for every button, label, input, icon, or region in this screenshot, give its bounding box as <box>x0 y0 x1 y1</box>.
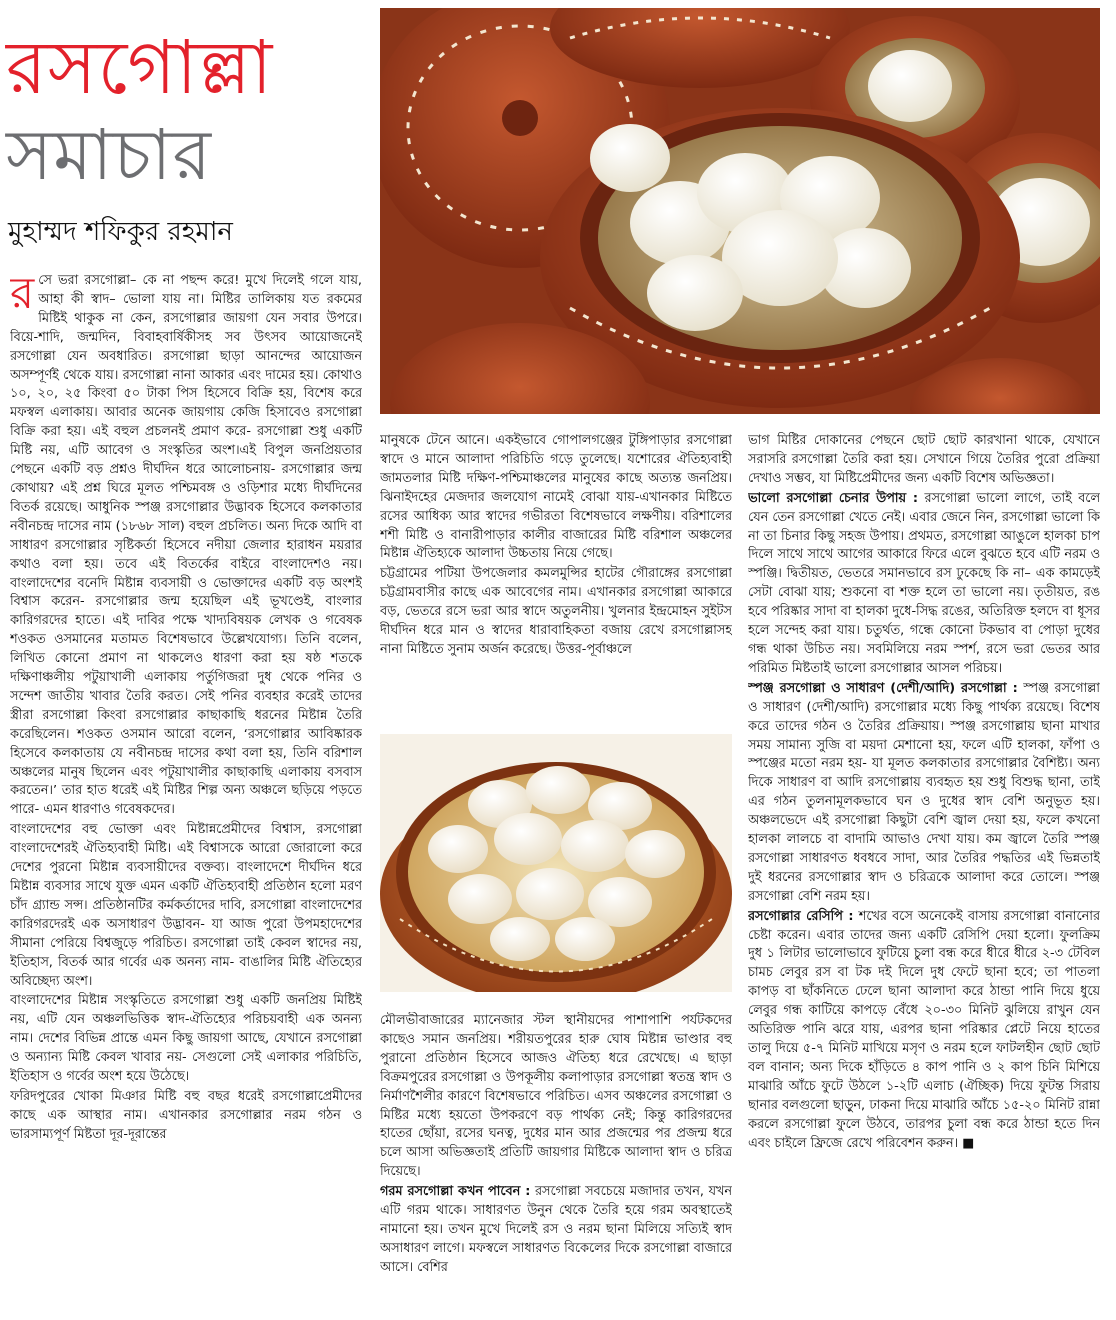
section-text-sponge: স্পঞ্জ রসগোল্লা ও সাধারণ (দেশী/আদি) রসগোল্লার মধ্যে কিছু পার্থক্য রয়েছে। বিশেষ করে তাদের গঠন ও তৈরির প্রক্রিয়ায়। স্পঞ্জ রসগোল্লায় ছানা মাখার সময় সামান্য সুজি বা ময়দা মেশানো হয়, ফলে এটি হালকা, ফাঁপা ও স্পঞ্জের মতো নরম হয়- যা মূলত কলকাতার রসগোল্লার বৈশিষ্ট্য। অন্য দিকে সাধারণ বা আদি রসগোল্লায় ব্যবহৃত হয় শুধু বিশুদ্ধ ছানা, তাই এর গঠন তুলনামূলকভাবে ঘন ও দুধের স্বাদ বেশি অনুভূত হয়। অঞ্চলভেদে এই রসগোল্লা কিছুটা বেশি জ্বাল দেয়া হয়, ফলে কখনো হালকা লালচে বা বাদামি আভাও দেখা যায়। কম জ্বালে তৈরি স্পঞ্জ রসগোল্লা সাধারণত ধবধবে সাদা, আর তৈরির পদ্ধতির এই ভিন্নতাই দুই ধরনের রসগোল্লার স্বাদ ও চরিত্রকে আলাদা করে তোলে। স্পঞ্জ রসগোল্লা বেশি নরম হয়। <box>748 680 1100 904</box>
paragraph: ফরিদপুরের খোকা মিঞার মিষ্টি বহু বছর ধরেই রসগোল্লাপ্রেমীদের কাছে এক আস্থার নাম। এখানকার রসগোল্লার নরম গঠন ও ভারসাম্যপূর্ণ মিষ্টতা দূর-দূরান্তের <box>10 1088 362 1142</box>
section-heading-hot: গরম রসগোল্লা কখন পাবেন : <box>380 1184 531 1200</box>
paragraph: বাংলাদেশের মিষ্টান্ন সংস্কৃতিতে রসগোল্লা শুধু একটি জনপ্রিয় মিষ্টিই নয়, এটি যেন অঞ্চলভিত্তিক স্বাদ-ঐতিহ্যের পরিচয়বাহী এক অনন্য নাম। দেশের বিভিন্ন প্রান্তে এমন কিছু জায়গা আছে, যেখানে রসগোল্লা ও অন্যান্য মিষ্টি কেবল খাবার নয়- সেগুলো সেই এলাকার পরিচিতি, ইতিহাস ও গর্বের অংশ হয়ে উঠেছে। <box>10 993 362 1085</box>
article-column-2-bottom <box>380 1012 732 1312</box>
article-column-1 <box>10 272 362 1312</box>
drop-cap: র <box>10 272 35 319</box>
paragraph: চট্টগ্রামের পটিয়া উপজেলার কমলমুন্সির হাটের গৌরাঙ্গের রসগোল্লা চট্টগ্রামবাসীর কাছে এক আবেগের নাম। এখানকার রসগোল্লা আকারে বড়, ভেতরে রসে ভরা আর স্বাদে অতুলনীয়। খুলনার ইন্দ্রমোহন সুইটস দীর্ঘদিন ধরে মান ও স্বাদের ধারাবাহিকতা বজায় রেখে রসগোল্লাসহ নানা মিষ্টিতে সুনাম অর্জন করেছে। উত্তর-পূর্বাঞ্চলে <box>380 566 732 657</box>
paragraph <box>380 1183 732 1278</box>
paragraph: ভাগ মিষ্টির দোকানের পেছনে ছোট ছোট কারখানা থাকে, যেখানে সরাসরি রসগোল্লা তৈরি করা হয়। সেখানে গিয়ে তৈরির পুরো প্রক্রিয়া দেখাও সম্ভব, যা মিষ্টিপ্রেমীদের জন্য একটি বিশেষ অভিজ্ঞতা। <box>748 433 1100 486</box>
section-text-recipe: শখের বসে অনেকেই বাসায় রসগোল্লা বানানোর চেষ্টা করেন। এবার তাদের জন্য একটি রেসিপি দেয়া হলো। ফুলক্রিম দুধ ১ লিটার ভালোভাবে ফুটিয়ে চুলা বন্ধ করে ধীরে ধীরে ২-৩ টেবিল চামচ লেবুর রস বা টক দই দিলে দুধ ফেটে ছানা হবে; তা পাতলা কাপড় বা ছাঁকনিতে ঢেলে ছানা আলাদা করে ঠান্ডা পানি দিয়ে ধুয়ে লেবুর গন্ধ কাটিয়ে কাপড়ে বেঁধে ২০-৩০ মিনিট ঝুলিয়ে রাখুন যেন অতিরিক্ত পানি ঝরে যায়, এরপর ছানা পরিষ্কার প্লেটে নিয়ে হাতের তালু দিয়ে ৫-৭ মিনিট মাখিয়ে মসৃণ ও নরম হলে ফাটলহীন ছোট ছোট বল বানান; অন্য দিকে হাঁড়িতে ৪ কাপ পানি ও ২ কাপ চিনি মিশিয়ে মাঝারি আঁচে ফুটে উঠলে ১-২টি এলাচ (ঐচ্ছিক) দিয়ে ফুটন্ত সিরায় ছানার বলগুলো ছাড়ুন, ঢাকনা দিয়ে মাঝারি আঁচে ১৫-২০ মিনিট রান্না করলে রসগোল্লা ফুলে উঠবে, তারপর চুলা বন্ধ করে ঠান্ডা হতে দিন এবং চাইলে ফ্রিজে রেখে পরিবেশন করুন। ■ <box>748 908 1100 1151</box>
paragraph <box>748 490 1100 679</box>
article-column-3 <box>748 432 1100 1316</box>
photo-rasgulla-bowl-illustration <box>380 734 732 992</box>
photo-rasgulla-bowl <box>380 734 732 992</box>
section-heading-sponge: স্পঞ্জ রসগোল্লা ও সাধারণ (দেশী/আদি) রসগোল্লা : <box>748 680 1018 696</box>
article-column-2-top <box>380 432 732 722</box>
section-text-good: রসগোল্লা ভালো লাগে, তাই বলে যেন তেন রসগোল্লা খেতে নেই। এবার জেনে নিন, রসগোল্লা ভালো কি না তা চিনার কিছু সহজ উপায়। প্রথমত, রসগোল্লা আঙুলে হালকা চাপ দিলে সাথে সাথে আগের আকারে ফিরে এলে বুঝতে হবে এটি নরম ও স্পঞ্জি। দ্বিতীয়ত, ভেতরে সমানভাবে রস ঢুকেছে কি না– এক কামড়েই সেটা বোঝা যায়; শুকনো বা শক্ত হলে তা ভালো নয়। তৃতীয়ত, রঙ হবে পরিষ্কার সাদা বা হালকা দুধে-সিদ্ধ রঙের, অতিরিক্ত হলদে বা ধূসর হলে সন্দেহ করা যায়। চতুর্থত, গন্ধে কোনো টকভাব বা পোড়া দুধের গন্ধ থাকা উচিত নয়। সবমিলিয়ে নরম স্পর্শ, রসে ভরা ভেতর আর পরিমিত মিষ্টতাই ভালো রসগোল্লার আসল পরিচয়। <box>748 490 1100 676</box>
photo-clay-pots-rasgulla <box>380 8 1100 414</box>
headline-line-2: সমাচার <box>6 114 212 196</box>
section-heading-good: ভালো রসগোল্লা চেনার উপায় : <box>748 490 918 506</box>
paragraph <box>748 908 1100 1154</box>
headline-line-1: রসগোল্লা <box>6 25 274 111</box>
paragraph <box>748 680 1100 907</box>
byline: মুহাম্মদ শফিকুর রহমান <box>8 217 233 247</box>
paragraph: মানুষকে টেনে আনে। একইভাবে গোপালগঞ্জের টুঙ্গিপাড়ার রসগোল্লা স্বাদে ও মানে আলাদা পরিচিতি গড়ে তুলেছে। যশোরের ঐতিহ্যবাহী জামতলার মিষ্টি দক্ষিণ-পশ্চিমাঞ্চলের মানুষের কাছে অত্যন্ত জনপ্রিয়। ঝিনাইদহের মেজদার জলযোগ নামেই বোঝা যায়-এখানকার মিষ্টিতে রসের আধিক্য আর স্বাদের গভীরতা বিশেষভাবে লক্ষণীয়। বরিশালের শশী মিষ্টি ও বানারীপাড়ার কালীর বাজারের মিষ্টি বরিশাল অঞ্চলের মিষ্টান্ন ঐতিহ্যকে আলাদা উচ্চতায় নিয়ে গেছে। <box>380 433 732 562</box>
paragraph <box>10 272 362 820</box>
photo-clay-pots-illustration <box>380 8 1100 414</box>
section-text-hot: রসগোল্লা সবচেয়ে মজাদার তখন, যখন এটি গরম থাকে। সাধারণত উনুন থেকে তৈরি হয়ে গরম অবস্থাতেই নামানো হয়। তখন মুখে দিলেই রস ও নরম ছানা মিলিয়ে সত্যিই স্বাদ অসাধারণ লাগে। মফস্বলে সাধারণত বিকেলের দিকে রসগোল্লা বাজারে আসে। বেশির <box>380 1184 732 1275</box>
section-heading-recipe: রসগোল্লার রেসিপি : <box>748 908 854 924</box>
paragraph-text: সে ভরা রসগোল্লা– কে না পছন্দ করে! মুখে দিলেই গলে যায়, আহা কী স্বাদ– ভোলা যায় না। মিষ্টির তালিকায় যত রকমের মিষ্টিই থাকুক না কেন, রসগোল্লার জায়গা যেন সবার উপরে। বিয়ে-শাদি, জন্মদিন, বিবাহবার্ষিকীসহ সব উৎসব আয়োজনেই রসগোল্লা যেন অবধারিত। রসগোল্লা ছাড়া আনন্দের আয়োজন অসম্পূর্ণই থেকে যায়। রসগোল্লা নানা আকার এবং দামের হয়। কোথাও ১০, ২০, ২৫ কিংবা ৫০ টাকা পিস হিসেবে বিক্রি হয়, বিশেষ করে মফস্বল এলাকায়। আবার অনেক জায়গায় কেজি হিসাবেও রসগোল্লা বিক্রি করা হয়। এই বহুল প্রচলনই প্রমাণ করে- রসগোল্লা শুধু একটি মিষ্টি নয়, এটি আবেগ ও সংস্কৃতির অংশ।এই বিপুল জনপ্রিয়তার পেছনে একটি বড় প্রশ্নও দীর্ঘদিন ধরে আলোচনায়- রসগোল্লার জন্ম কোথায়? এই প্রশ্ন ঘিরে মূলত পশ্চিমবঙ্গ ও ওড়িশার মধ্যে দীর্ঘদিনের বিতর্ক রয়েছে। আধুনিক স্পঞ্জ রসগোল্লার উদ্ভাবক হিসেবে কলকাতার নবীনচন্দ্র দাসের নাম (১৮৬৮ সাল) বহুল প্রচলিত। অন্য দিকে আদি বা সাধারণ রসগোল্লার সৃষ্টিকর্তা হিসেবে নদীয়া জেলার হারাধন ময়রার কথাও বলা হয়। তবে এই বিতর্কের বাইরে বাংলাদেশও নয়। বাংলাদেশের বনেদি মিষ্টান্ন ব্যবসায়ী ও ভোক্তাদের একটি বড় অংশই বিশ্বাস করেন- রসগোল্লার জন্ম হয়েছিল এই ভূখণ্ডেই, বাংলার কারিগরদের হাতে। এই দাবির পক্ষে খাদ্যবিষয়ক লেখক ও গবেষক শওকত ওসমানের মতামত বিশেষভাবে উল্লেখযোগ্য। তিনি বলেন, লিখিত কোনো প্রমাণ না থাকলেও ধারণা করা হয় ষষ্ঠ শতকে দক্ষিণাঞ্চলীয় পটুয়াখালী এলাকায় পর্তুগিজরা দুধ থেকে পনির ও সন্দেশ জাতীয় খাবার তৈরি করত। সেই পনির ব্যবহার করেই তাদের স্ত্রীরা রসগোল্লা কিংবা রসগোল্লার কাছাকাছি ধরনের মিষ্টান্ন তৈরি করেছিলেন। শওকত ওসমান আরো বলেন, ‘রসগোল্লার আবিষ্কারক হিসেবে কলকাতায় যে নবীনচন্দ্র দাসের কথা বলা হয়, তিনি বরিশাল অঞ্চলের মানুষ ছিলেন এবং পটুয়াখালীর কাছাকাছি এলাকায় বসবাস করতেন।’ তার হাত ধরেই এই মিষ্টির শিল্প অন্য অঞ্চলে ছড়িয়ে পড়তে পারে- এমন ধারণাও গবেষকদের। <box>10 273 362 818</box>
paragraph: মৌলভীবাজারের ম্যানেজার স্টল স্থানীয়দের পাশাপাশি পর্যটকদের কাছেও সমান জনপ্রিয়। শরীয়তপুরের হারু ঘোষ মিষ্টান্ন ভাণ্ডার বহু পুরানো প্রতিষ্ঠান হিসেবে আজও ঐতিহ্য ধরে রেখেছে। এ ছাড়া বিক্রমপুরের রসগোল্লা ও উপকূলীয় কলাপাড়ার রসগোল্লা স্বতন্ত্র স্বাদ ও নির্মাণশৈলীর কারণে বিশেষভাবে পরিচিত। এসব অঞ্চলের রসগোল্লা ও মিষ্টির মধ্যে হয়তো উপকরণে বড় পার্থক্য নেই; কিন্তু কারিগরদের হাতের ছোঁয়া, রসের ঘনত্ব, দুধের মান আর প্রজন্মের পর প্রজন্ম ধরে চলে আসা অভিজ্ঞতাই প্রতিটি জায়গার মিষ্টিকে আলাদা স্বাদ ও চরিত্র দিয়েছে। <box>380 1013 732 1180</box>
paragraph: বাংলাদেশের বহু ভোক্তা এবং মিষ্টান্নপ্রেমীদের বিশ্বাস, রসগোল্লা বাংলাদেশেরই ঐতিহ্যবাহী মিষ্টি। এই বিশ্বাসকে আরো জোরালো করে দেশের পুরনো মিষ্টান্ন ব্যবসায়ীদের বক্তব্য। বাংলাদেশে দীর্ঘদিন ধরে মিষ্টান্ন ব্যবসার সাথে যুক্ত এমন একটি ঐতিহ্যবাহী প্রতিষ্ঠান হলো মরণ চাঁদ গ্র্যান্ড সন্স। প্রতিষ্ঠানটির কর্মকর্তাদের দাবি, রসগোল্লা বাংলাদেশের কারিগরদেরই এক অসাধারণ উদ্ভাবন- যা আজ পুরো উপমহাদেশের সীমানা পেরিয়ে বিশ্বজুড়ে পরিচিত। রসগোল্লা তাই কেবল স্বাদের নয়, ইতিহাস, বিতর্ক আর গর্বের এক অনন্য নাম- বাঙালির মিষ্টি ঐতিহ্যের অবিচ্ছেদ্য অংশ। <box>10 822 362 989</box>
